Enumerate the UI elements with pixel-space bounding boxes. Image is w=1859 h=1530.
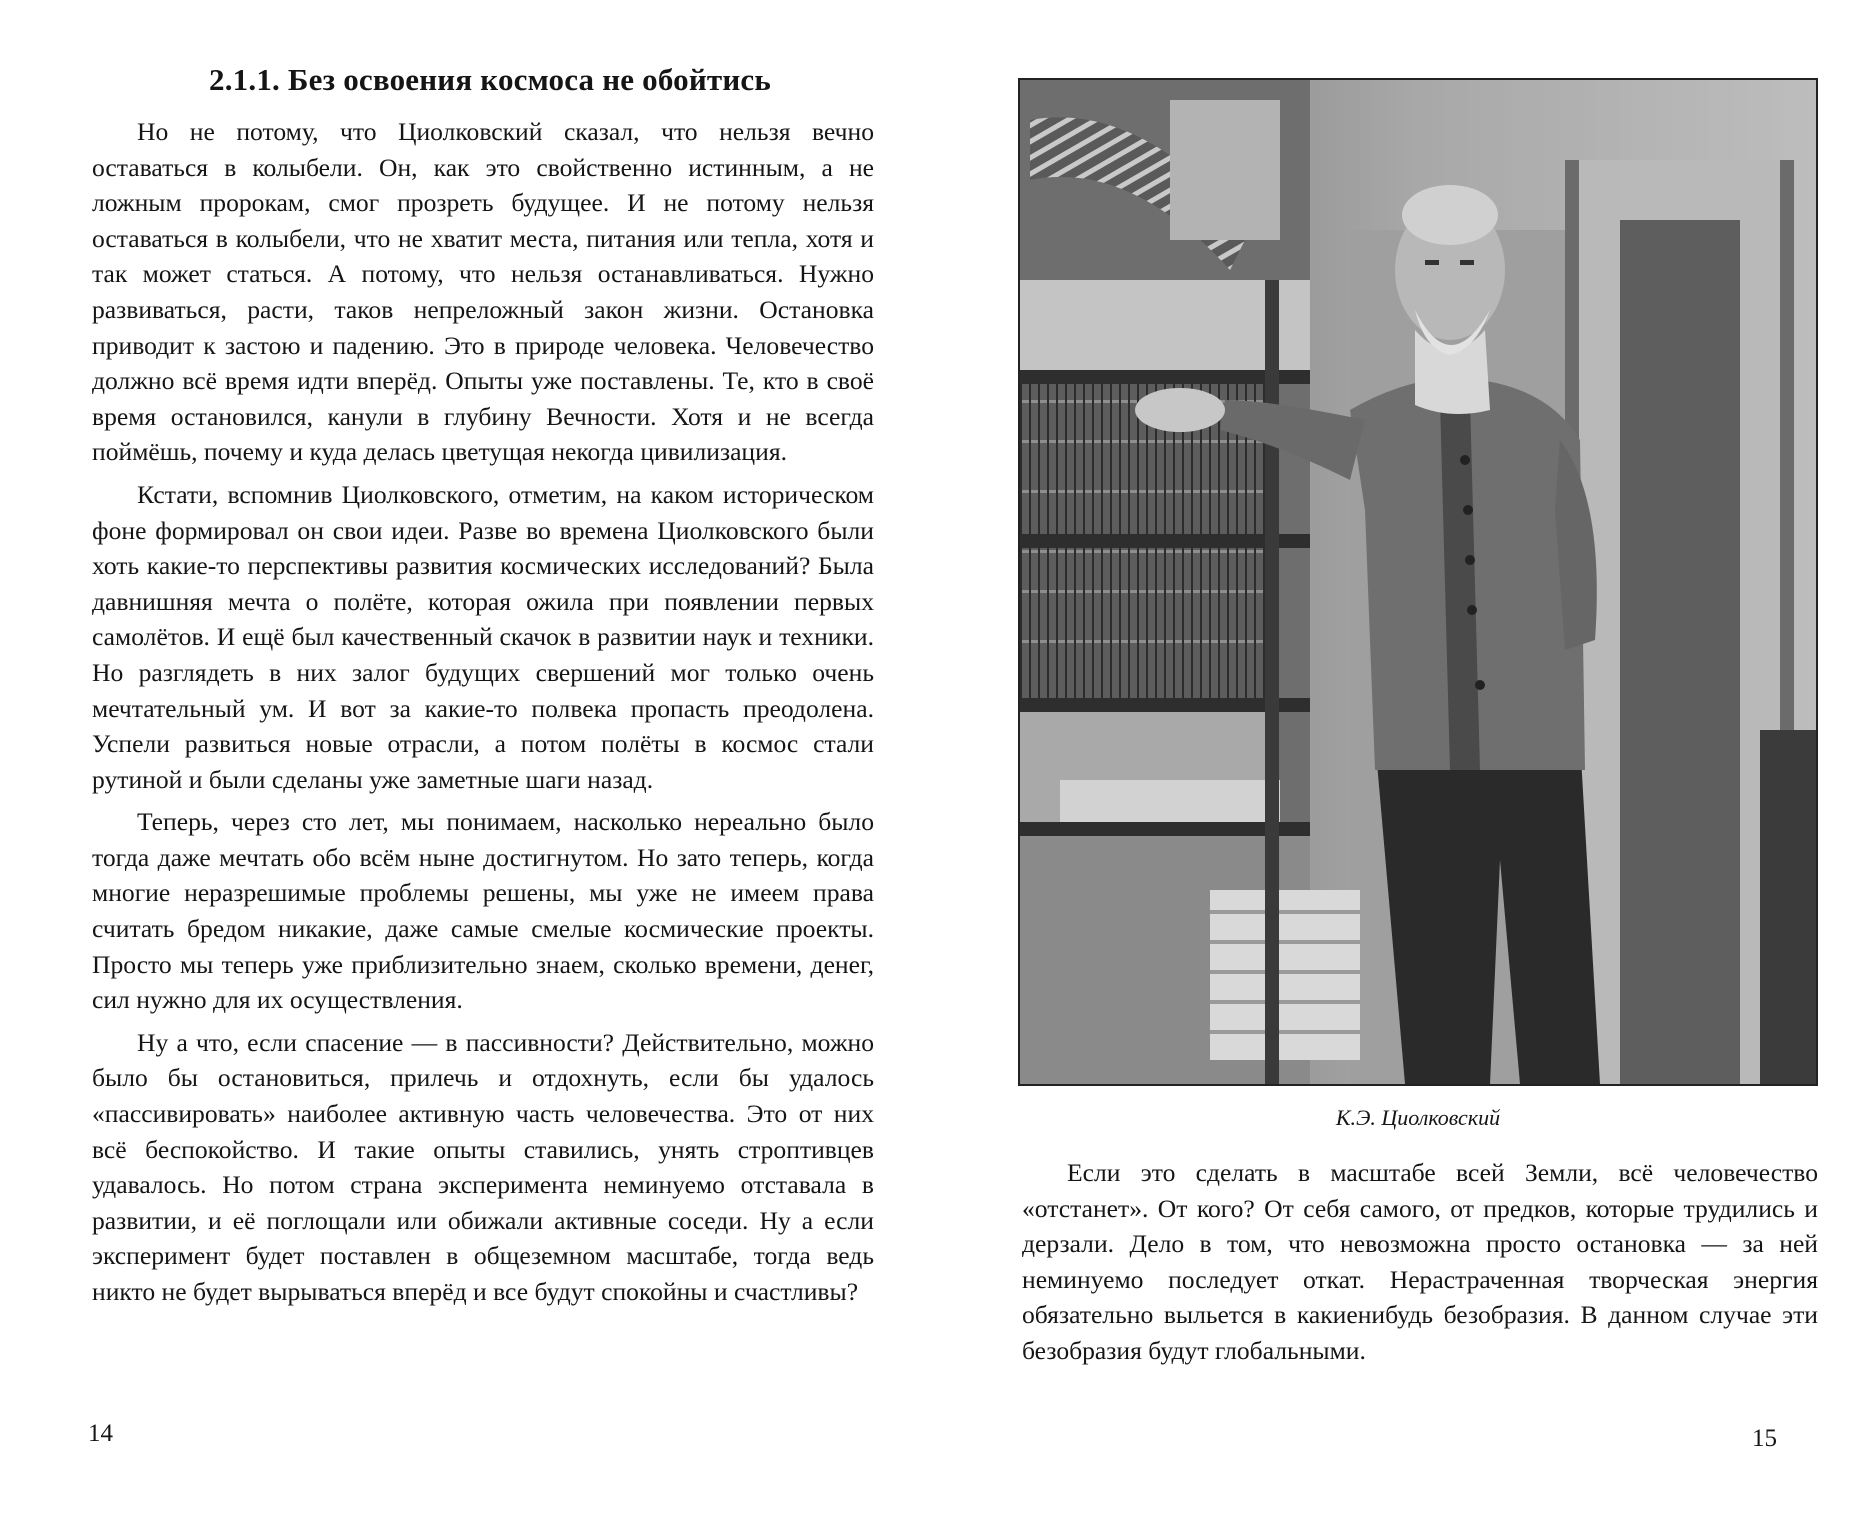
page-number-right: 15 [1752, 1425, 1777, 1452]
photo-caption: К.Э. Циолковский [1335, 1105, 1501, 1130]
right-page [930, 0, 1859, 1530]
paragraph-3: Теперь, через сто лет, мы понимаем, насколько нереально было тогда даже мечтать обо всём ныне достигнутом. Но зато теперь, когда многие неразрешимые проблемы решены, мы уже не имеем права считать бредом никакие, даже самые смелые космические проекты. Просто мы теперь уже приблизительно знаем, сколько времени, денег, сил нужно для их осуществления. [92, 807, 874, 1015]
right-body-text [1022, 1155, 1818, 1369]
paragraph-2: Кстати, вспомнив Циолковского, отметим, на каком историческом фоне формировал он свои идеи. Разве во времена Циолковского были хоть какие-то перспективы развития космических исследований? Была давнишняя мечта о полёте, которая ожила при появлении первых самолётов. И ещё был качественный скачок в развитии наук и техники. Но разглядеть в них залог будущих свершений мог только очень мечтательный ум. И вот за какие-то полвека пропасть преодолена. Успели развиться новые отрасли, а потом полёты в космос стали рутиной и были сделаны уже заметные шаги назад. [92, 479, 874, 794]
section-heading: 2.1.1. Без освоения космоса не обойтись [209, 62, 771, 97]
portrait-photo [1018, 78, 1818, 1086]
left-body-text [92, 114, 874, 1317]
paragraph-4: Ну а что, если спасение — в пассивности? Действительно, можно было бы остановиться, прилечь и отдохнуть, если бы удалось «пассивировать» наиболее активную часть человечества. Это от них всё беспокойство. И такие опыты ставились, унять строптивцев удавалось. Но потом страна эксперимента неминуемо отставала в развитии, и её поглощали или обижали активные соседи. Ну а если эксперимент будет поставлен в общеземном масштабе, тогда ведь никто не будет вырываться вперёд и все будут спокойны и счастливы? [92, 1027, 874, 1306]
page-number-left: 14 [88, 1420, 113, 1447]
paragraph-1: Но не потому, что Циолковский сказал, что нельзя вечно оставаться в колыбели. Он, как это свойственно истинным, а не ложным пророкам, смог прозреть будущее. И не потому нельзя оставаться в колыбели, что не хватит места, питания или тепла, хотя и так может статься. А потому, что нельзя останавливаться. Нужно развиваться, расти, таков непреложный закон жизни. Остановка приводит к застою и падению. Это в природе человека. Человечество должно всё время идти вперёд. Опыты уже поставлены. Те, кто в своё время остановился, канули в глубину Вечности. Хотя и не всегда поймёшь, почему и куда делась цветущая некогда цивилизация. [92, 117, 874, 467]
paragraph-right: Если это сделать в масштабе всей Земли, всё человечество «отстанет». От кого? От себя самого, от предков, которые трудились и дерзали. Дело в том, что невозможна просто остановка — за ней неминуемо последует откат. Нерастраченная творческая энергия обязательно выльется в какиенибудь безобразия. В данном случае эти безобразия будут глобальными. [1022, 1158, 1818, 1365]
photo-illustration [1020, 80, 1816, 1084]
